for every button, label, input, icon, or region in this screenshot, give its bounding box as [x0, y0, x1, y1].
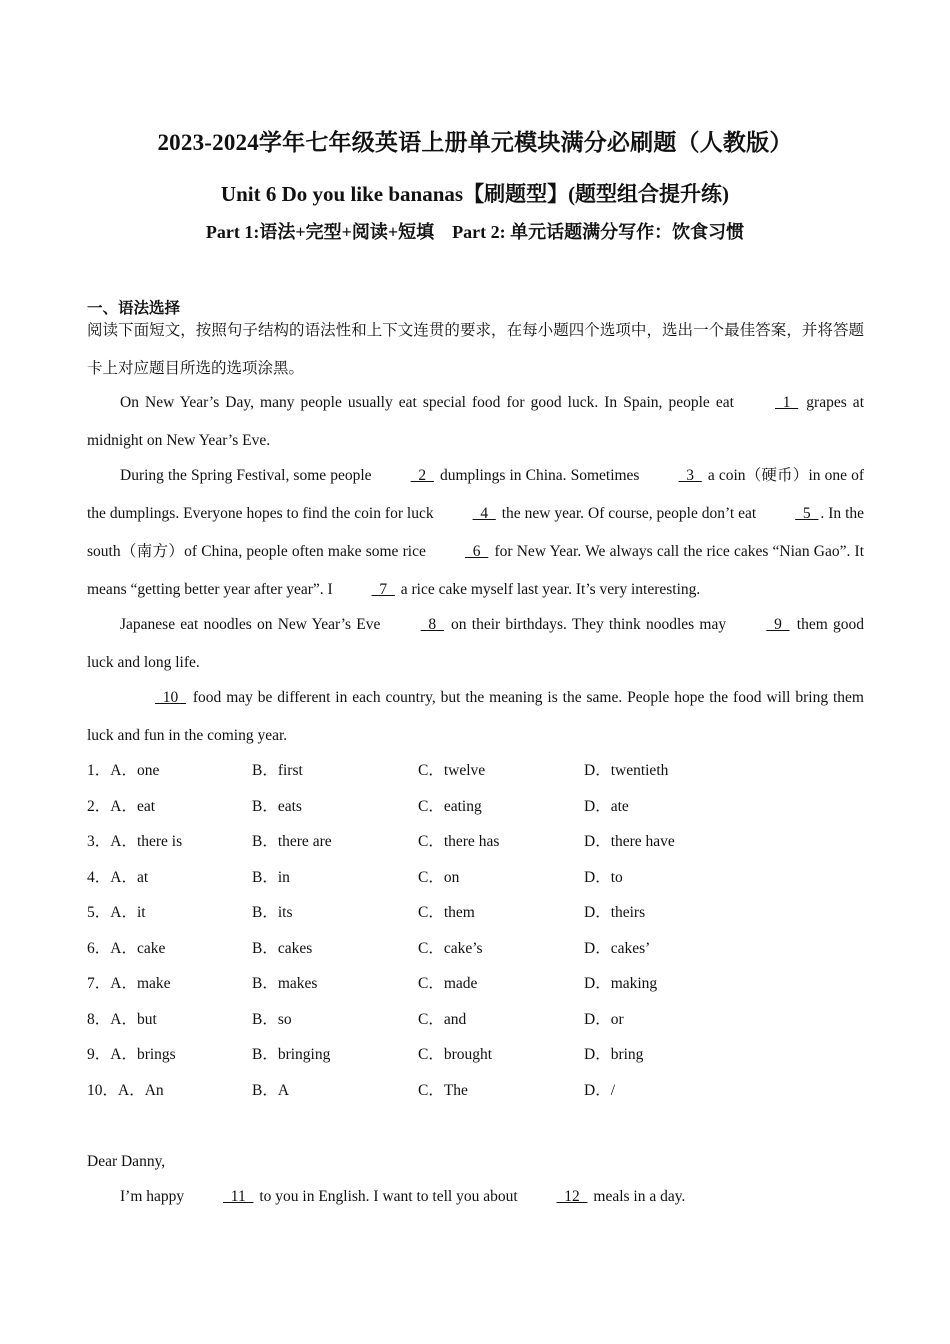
option-c: C．there has — [418, 833, 500, 850]
text-run: During the Spring Festival, some people — [120, 467, 376, 484]
question-row — [87, 788, 864, 824]
option-d: D．/ — [584, 1081, 616, 1099]
paragraph-text — [87, 1178, 864, 1216]
option-a: 5．A．it — [87, 904, 146, 921]
text-run: a rice cake myself last year. It’s very interesting. — [396, 581, 701, 598]
option-b: B．A — [252, 1081, 290, 1099]
option-d: D．ate — [584, 797, 629, 815]
option-b: B．bringing — [252, 1046, 331, 1063]
text-run: to you in English. I want to tell you about — [255, 1188, 522, 1205]
option-b: B．its — [252, 904, 293, 921]
blank-1: 1 — [774, 394, 799, 411]
option-b: B．first — [252, 762, 303, 779]
text-run: dumplings in China. Sometimes — [435, 467, 644, 484]
paragraph-text — [87, 606, 864, 682]
blank-9: 9 — [766, 616, 790, 633]
blank-12: 12 — [556, 1188, 588, 1205]
question-row — [87, 859, 864, 895]
option-c: C．The — [418, 1081, 468, 1099]
option-c: C．cake’s — [418, 939, 483, 957]
section-heading-grammar: 一、语法选择 — [87, 300, 181, 317]
document-subtitle: Unit 6 Do you like bananas【刷题型】(题型组合提升练) — [220, 182, 730, 206]
option-a: 6．A．cake — [87, 939, 166, 957]
question-row — [87, 965, 864, 1001]
option-c: C．them — [418, 904, 475, 921]
text-run: the new year. Of course, people don’t eat — [497, 505, 761, 522]
option-c: C．eating — [418, 797, 482, 815]
blank-2: 2 — [410, 467, 434, 484]
blank-5: 5 — [795, 505, 819, 522]
option-b: B．eats — [252, 797, 302, 815]
passage-paragraph-3 — [87, 606, 864, 682]
option-b: B．makes — [252, 975, 318, 992]
option-b: B．in — [252, 868, 290, 886]
option-c: C．on — [418, 868, 460, 886]
question-row — [87, 1036, 864, 1072]
text-run: Japanese eat noodles on New Year’s Eve — [120, 616, 386, 633]
passage-paragraph-1 — [87, 384, 864, 460]
question-row — [87, 930, 864, 966]
letter-paragraph — [87, 1178, 864, 1216]
option-a: 1．A．one — [87, 762, 160, 779]
blank-10: 10 — [155, 689, 186, 706]
question-row — [87, 1001, 864, 1037]
passage-paragraph-2 — [87, 457, 864, 609]
option-b: B．cakes — [252, 939, 313, 957]
blank-8: 8 — [420, 616, 444, 633]
document-title: 2023-2024学年七年级英语上册单元模块满分必刷题（人教版） — [157, 130, 793, 155]
option-d: D．theirs — [584, 904, 646, 921]
document-parts-line: Part 1:语法+完型+阅读+短填 Part 2: 单元话题满分写作：饮食习惯 — [205, 222, 745, 242]
paragraph-text — [87, 679, 864, 755]
blank-6: 6 — [465, 543, 489, 560]
option-d: D．to — [584, 868, 623, 886]
question-options — [87, 752, 864, 1107]
blank-7: 7 — [371, 581, 395, 598]
option-b: B．so — [252, 1010, 292, 1028]
paragraph-text — [87, 384, 864, 460]
option-c: C．made — [418, 975, 478, 992]
option-b: B．there are — [252, 833, 332, 850]
paragraph-text — [87, 457, 864, 609]
option-d: D．making — [584, 975, 658, 992]
blank-4: 4 — [472, 505, 496, 522]
option-a: 3．A．there is — [87, 833, 183, 850]
option-a: 2．A．eat — [87, 797, 156, 815]
question-row — [87, 823, 864, 859]
option-d: D．there have — [584, 833, 675, 850]
letter-greeting: Dear Danny, — [87, 1153, 166, 1170]
option-d: D．cakes’ — [584, 939, 651, 957]
text-run: On New Year’s Day, many people usually eat special food for good luck. In Spain, people eat — [120, 394, 740, 411]
option-a: 8．A．but — [87, 1010, 157, 1028]
text-run: food may be different in each country, but the meaning is the same. People hope the food will bring them luck and fun in the coming year. — [87, 689, 864, 744]
text-run: them good luck and long life. — [87, 616, 864, 671]
instruction-text: 阅读下面短文，按照句子结构的语法性和上下文连贯的要求，在每小题四个选项中，选出一个最佳答案，并将答题卡上对应题目所选的选项涂黑。 — [87, 322, 864, 377]
option-c: C．twelve — [418, 762, 486, 779]
text-run: meals in a day. — [589, 1188, 686, 1205]
text-run: for New Year. We always call the rice cakes “Nian Gao”. It means “getting better year after year”. I — [87, 543, 864, 598]
option-a: 10．A．An — [87, 1081, 164, 1099]
text-run: . In the south（南方）of China, people often make some rice — [87, 505, 865, 560]
text-run: I’m happy — [120, 1188, 189, 1205]
option-a: 4．A．at — [87, 868, 149, 886]
blank-11: 11 — [223, 1188, 254, 1205]
option-d: D．bring — [584, 1046, 644, 1063]
option-a: 9．A．brings — [87, 1046, 176, 1063]
question-row — [87, 752, 864, 788]
section-instruction — [87, 312, 864, 388]
blank-3: 3 — [678, 467, 702, 484]
passage-paragraph-4 — [87, 679, 864, 755]
question-row — [87, 894, 864, 930]
option-c: C．brought — [418, 1046, 493, 1063]
option-a: 7．A．make — [87, 975, 171, 992]
text-run: on their birthdays. They think noodles may — [445, 616, 732, 633]
text-run: grapes at midnight on New Year’s Eve. — [87, 394, 864, 449]
text-run: a coin（硬币）in one of the dumplings. Everyone hopes to find the coin for luck — [87, 467, 864, 522]
option-d: D．or — [584, 1010, 624, 1028]
option-d: D．twentieth — [584, 762, 669, 779]
question-row — [87, 1072, 864, 1108]
option-c: C．and — [418, 1010, 467, 1028]
